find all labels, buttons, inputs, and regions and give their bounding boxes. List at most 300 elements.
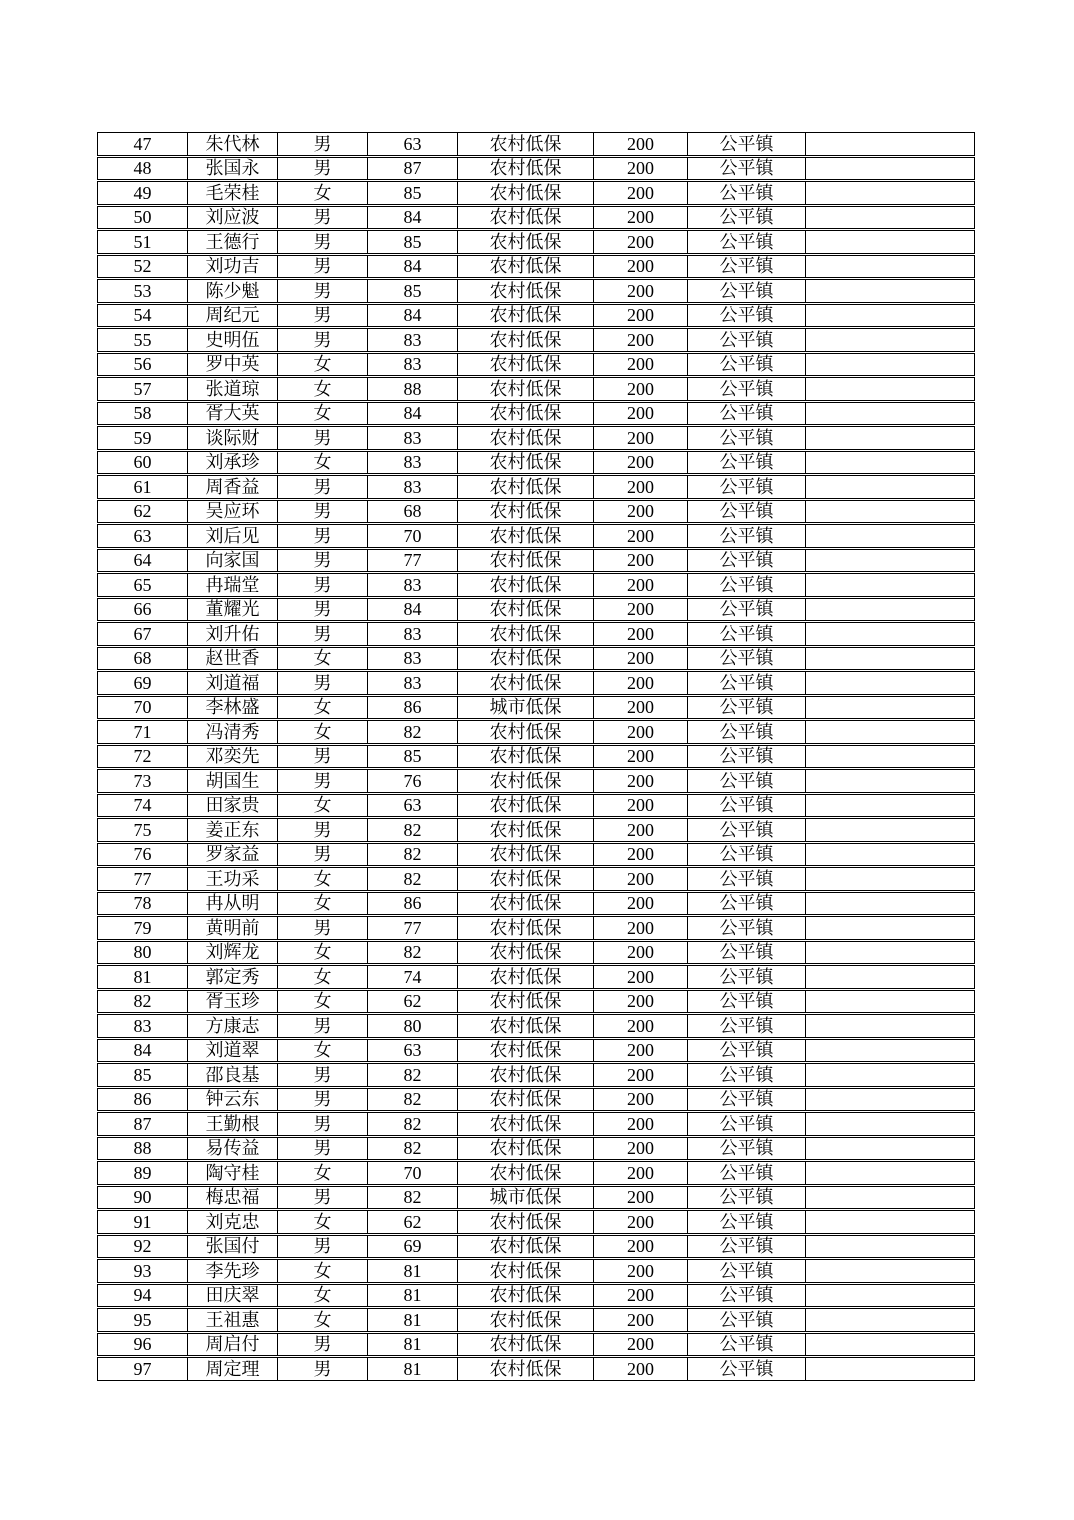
cell-amount: 200 xyxy=(594,819,688,841)
cell-age: 83 xyxy=(368,476,458,498)
cell-gender: 男 xyxy=(278,256,368,278)
cell-category: 农村低保 xyxy=(458,1334,594,1356)
cell-name: 吴应环 xyxy=(188,501,278,523)
cell-name: 冉从明 xyxy=(188,893,278,915)
cell-name: 向家国 xyxy=(188,550,278,572)
cell-gender: 男 xyxy=(278,329,368,351)
cell-town: 公平镇 xyxy=(688,1064,806,1086)
table-row xyxy=(97,941,975,965)
cell-amount: 200 xyxy=(594,942,688,964)
cell-age: 85 xyxy=(368,182,458,204)
cell-note xyxy=(806,1236,974,1258)
cell-note xyxy=(806,648,974,670)
cell-category: 农村低保 xyxy=(458,1064,594,1086)
cell-town: 公平镇 xyxy=(688,256,806,278)
cell-amount: 200 xyxy=(594,1162,688,1184)
cell-town: 公平镇 xyxy=(688,648,806,670)
cell-town: 公平镇 xyxy=(688,403,806,425)
cell-note xyxy=(806,991,974,1013)
cell-amount: 200 xyxy=(594,746,688,768)
cell-row-number: 57 xyxy=(98,378,188,400)
cell-category: 农村低保 xyxy=(458,231,594,253)
cell-town: 公平镇 xyxy=(688,1309,806,1331)
table-row xyxy=(97,1235,975,1259)
cell-note xyxy=(806,1309,974,1331)
table-row xyxy=(97,181,975,205)
cell-category: 农村低保 xyxy=(458,574,594,596)
cell-row-number: 77 xyxy=(98,868,188,890)
cell-category: 农村低保 xyxy=(458,1113,594,1135)
cell-age: 76 xyxy=(368,770,458,792)
cell-row-number: 61 xyxy=(98,476,188,498)
cell-name: 邓奕先 xyxy=(188,746,278,768)
cell-note xyxy=(806,550,974,572)
table-row xyxy=(97,1259,975,1283)
table-row xyxy=(97,230,975,254)
cell-category: 农村低保 xyxy=(458,1089,594,1111)
cell-note xyxy=(806,133,974,155)
cell-category: 农村低保 xyxy=(458,207,594,229)
cell-row-number: 69 xyxy=(98,672,188,694)
cell-name: 刘后见 xyxy=(188,525,278,547)
cell-gender: 男 xyxy=(278,1064,368,1086)
cell-amount: 200 xyxy=(594,329,688,351)
cell-category: 农村低保 xyxy=(458,1309,594,1331)
cell-note xyxy=(806,893,974,915)
cell-name: 谈际财 xyxy=(188,427,278,449)
cell-amount: 200 xyxy=(594,1260,688,1282)
cell-town: 公平镇 xyxy=(688,329,806,351)
cell-amount: 200 xyxy=(594,231,688,253)
cell-name: 王功采 xyxy=(188,868,278,890)
cell-name: 冉瑞堂 xyxy=(188,574,278,596)
cell-note xyxy=(806,1211,974,1233)
cell-name: 梅忠福 xyxy=(188,1187,278,1209)
cell-category: 农村低保 xyxy=(458,280,594,302)
cell-category: 农村低保 xyxy=(458,476,594,498)
cell-name: 周香益 xyxy=(188,476,278,498)
cell-age: 81 xyxy=(368,1358,458,1380)
cell-note xyxy=(806,1285,974,1307)
cell-age: 68 xyxy=(368,501,458,523)
cell-amount: 200 xyxy=(594,1236,688,1258)
cell-amount: 200 xyxy=(594,133,688,155)
table-row xyxy=(97,500,975,524)
cell-gender: 女 xyxy=(278,648,368,670)
cell-row-number: 79 xyxy=(98,917,188,939)
cell-age: 81 xyxy=(368,1309,458,1331)
cell-amount: 200 xyxy=(594,868,688,890)
table-row xyxy=(97,549,975,573)
cell-age: 62 xyxy=(368,991,458,1013)
cell-note xyxy=(806,819,974,841)
cell-gender: 男 xyxy=(278,917,368,939)
table-row xyxy=(97,475,975,499)
cell-town: 公平镇 xyxy=(688,1138,806,1160)
cell-amount: 200 xyxy=(594,207,688,229)
cell-amount: 200 xyxy=(594,672,688,694)
cell-age: 82 xyxy=(368,1064,458,1086)
table-row xyxy=(97,377,975,401)
table-row xyxy=(97,1357,975,1381)
cell-age: 86 xyxy=(368,893,458,915)
cell-category: 农村低保 xyxy=(458,746,594,768)
cell-amount: 200 xyxy=(594,648,688,670)
cell-name: 姜正东 xyxy=(188,819,278,841)
cell-age: 84 xyxy=(368,207,458,229)
cell-row-number: 74 xyxy=(98,795,188,817)
cell-amount: 200 xyxy=(594,795,688,817)
cell-gender: 男 xyxy=(278,1015,368,1037)
cell-age: 70 xyxy=(368,1162,458,1184)
cell-town: 公平镇 xyxy=(688,1162,806,1184)
cell-age: 82 xyxy=(368,721,458,743)
cell-gender: 女 xyxy=(278,182,368,204)
cell-name: 邵良基 xyxy=(188,1064,278,1086)
cell-town: 公平镇 xyxy=(688,280,806,302)
cell-category: 农村低保 xyxy=(458,795,594,817)
cell-row-number: 62 xyxy=(98,501,188,523)
cell-name: 刘应波 xyxy=(188,207,278,229)
cell-amount: 200 xyxy=(594,354,688,376)
cell-town: 公平镇 xyxy=(688,305,806,327)
cell-note xyxy=(806,525,974,547)
cell-gender: 男 xyxy=(278,574,368,596)
cell-town: 公平镇 xyxy=(688,1187,806,1209)
cell-amount: 200 xyxy=(594,623,688,645)
cell-name: 周纪元 xyxy=(188,305,278,327)
cell-age: 82 xyxy=(368,844,458,866)
cell-note xyxy=(806,1358,974,1380)
cell-amount: 200 xyxy=(594,991,688,1013)
cell-name: 田庆翠 xyxy=(188,1285,278,1307)
table-row xyxy=(97,622,975,646)
cell-note xyxy=(806,305,974,327)
cell-note xyxy=(806,917,974,939)
cell-age: 83 xyxy=(368,427,458,449)
cell-gender: 女 xyxy=(278,1285,368,1307)
cell-row-number: 49 xyxy=(98,182,188,204)
cell-age: 87 xyxy=(368,158,458,180)
cell-town: 公平镇 xyxy=(688,819,806,841)
cell-gender: 男 xyxy=(278,525,368,547)
cell-amount: 200 xyxy=(594,305,688,327)
cell-category: 农村低保 xyxy=(458,525,594,547)
cell-amount: 200 xyxy=(594,427,688,449)
cell-town: 公平镇 xyxy=(688,721,806,743)
cell-name: 罗中英 xyxy=(188,354,278,376)
cell-category: 农村低保 xyxy=(458,378,594,400)
cell-note xyxy=(806,746,974,768)
cell-age: 85 xyxy=(368,746,458,768)
cell-age: 81 xyxy=(368,1334,458,1356)
cell-gender: 女 xyxy=(278,893,368,915)
cell-name: 周定理 xyxy=(188,1358,278,1380)
cell-gender: 男 xyxy=(278,599,368,621)
cell-age: 84 xyxy=(368,403,458,425)
cell-name: 陶守桂 xyxy=(188,1162,278,1184)
cell-name: 赵世香 xyxy=(188,648,278,670)
cell-row-number: 81 xyxy=(98,966,188,988)
cell-row-number: 82 xyxy=(98,991,188,1013)
cell-row-number: 97 xyxy=(98,1358,188,1380)
table-row xyxy=(97,1063,975,1087)
cell-note xyxy=(806,158,974,180)
cell-town: 公平镇 xyxy=(688,501,806,523)
cell-note xyxy=(806,1089,974,1111)
cell-category: 农村低保 xyxy=(458,599,594,621)
cell-age: 82 xyxy=(368,819,458,841)
cell-amount: 200 xyxy=(594,1138,688,1160)
cell-town: 公平镇 xyxy=(688,158,806,180)
cell-note xyxy=(806,329,974,351)
cell-category: 农村低保 xyxy=(458,403,594,425)
table-row xyxy=(97,696,975,720)
cell-gender: 女 xyxy=(278,991,368,1013)
cell-name: 王祖惠 xyxy=(188,1309,278,1331)
table-row xyxy=(97,1161,975,1185)
cell-age: 83 xyxy=(368,354,458,376)
cell-gender: 女 xyxy=(278,1162,368,1184)
table-row xyxy=(97,916,975,940)
cell-category: 农村低保 xyxy=(458,819,594,841)
cell-age: 77 xyxy=(368,550,458,572)
cell-note xyxy=(806,354,974,376)
cell-row-number: 70 xyxy=(98,697,188,719)
table-row xyxy=(97,279,975,303)
table-row xyxy=(97,255,975,279)
table-row xyxy=(97,598,975,622)
cell-category: 农村低保 xyxy=(458,501,594,523)
cell-category: 农村低保 xyxy=(458,868,594,890)
cell-gender: 女 xyxy=(278,1040,368,1062)
cell-amount: 200 xyxy=(594,525,688,547)
cell-age: 82 xyxy=(368,1187,458,1209)
cell-row-number: 92 xyxy=(98,1236,188,1258)
cell-age: 83 xyxy=(368,329,458,351)
cell-note xyxy=(806,574,974,596)
cell-gender: 男 xyxy=(278,1236,368,1258)
table-row xyxy=(97,1308,975,1332)
cell-note xyxy=(806,1260,974,1282)
cell-gender: 男 xyxy=(278,133,368,155)
cell-town: 公平镇 xyxy=(688,574,806,596)
cell-category: 农村低保 xyxy=(458,1358,594,1380)
table-row xyxy=(97,892,975,916)
cell-row-number: 59 xyxy=(98,427,188,449)
cell-age: 82 xyxy=(368,1113,458,1135)
cell-row-number: 53 xyxy=(98,280,188,302)
cell-town: 公平镇 xyxy=(688,1236,806,1258)
cell-age: 85 xyxy=(368,280,458,302)
cell-category: 农村低保 xyxy=(458,672,594,694)
cell-amount: 200 xyxy=(594,599,688,621)
cell-row-number: 85 xyxy=(98,1064,188,1086)
cell-row-number: 87 xyxy=(98,1113,188,1135)
cell-age: 82 xyxy=(368,942,458,964)
cell-category: 农村低保 xyxy=(458,893,594,915)
cell-name: 王勤根 xyxy=(188,1113,278,1135)
cell-town: 公平镇 xyxy=(688,133,806,155)
cell-gender: 女 xyxy=(278,452,368,474)
cell-amount: 200 xyxy=(594,280,688,302)
cell-age: 83 xyxy=(368,648,458,670)
table-row xyxy=(97,818,975,842)
cell-age: 83 xyxy=(368,672,458,694)
cell-row-number: 83 xyxy=(98,1015,188,1037)
cell-age: 69 xyxy=(368,1236,458,1258)
cell-row-number: 73 xyxy=(98,770,188,792)
table-row xyxy=(97,1039,975,1063)
cell-row-number: 60 xyxy=(98,452,188,474)
table-row xyxy=(97,1333,975,1357)
cell-amount: 200 xyxy=(594,1040,688,1062)
table-row xyxy=(97,353,975,377)
cell-note xyxy=(806,721,974,743)
cell-amount: 200 xyxy=(594,770,688,792)
cell-row-number: 48 xyxy=(98,158,188,180)
cell-gender: 女 xyxy=(278,1309,368,1331)
cell-town: 公平镇 xyxy=(688,917,806,939)
cell-note xyxy=(806,256,974,278)
cell-age: 63 xyxy=(368,795,458,817)
cell-name: 史明伍 xyxy=(188,329,278,351)
cell-note xyxy=(806,182,974,204)
cell-note xyxy=(806,1015,974,1037)
cell-category: 农村低保 xyxy=(458,770,594,792)
cell-town: 公平镇 xyxy=(688,476,806,498)
cell-amount: 200 xyxy=(594,1064,688,1086)
cell-gender: 女 xyxy=(278,868,368,890)
cell-note xyxy=(806,476,974,498)
cell-gender: 男 xyxy=(278,844,368,866)
cell-town: 公平镇 xyxy=(688,1358,806,1380)
cell-age: 63 xyxy=(368,133,458,155)
cell-name: 刘辉龙 xyxy=(188,942,278,964)
table-row xyxy=(97,1210,975,1234)
cell-town: 公平镇 xyxy=(688,746,806,768)
cell-age: 62 xyxy=(368,1211,458,1233)
table-row xyxy=(97,304,975,328)
cell-amount: 200 xyxy=(594,721,688,743)
cell-row-number: 89 xyxy=(98,1162,188,1184)
cell-gender: 男 xyxy=(278,819,368,841)
cell-gender: 女 xyxy=(278,378,368,400)
cell-amount: 200 xyxy=(594,1285,688,1307)
cell-age: 84 xyxy=(368,305,458,327)
cell-name: 钟云东 xyxy=(188,1089,278,1111)
cell-town: 公平镇 xyxy=(688,770,806,792)
table-row xyxy=(97,745,975,769)
cell-amount: 200 xyxy=(594,1309,688,1331)
cell-town: 公平镇 xyxy=(688,893,806,915)
cell-name: 刘道翠 xyxy=(188,1040,278,1062)
cell-category: 农村低保 xyxy=(458,452,594,474)
cell-name: 刘升佑 xyxy=(188,623,278,645)
cell-note xyxy=(806,207,974,229)
cell-row-number: 66 xyxy=(98,599,188,621)
table-row xyxy=(97,132,975,156)
cell-town: 公平镇 xyxy=(688,991,806,1013)
cell-gender: 男 xyxy=(278,1334,368,1356)
cell-age: 83 xyxy=(368,574,458,596)
cell-town: 公平镇 xyxy=(688,378,806,400)
cell-town: 公平镇 xyxy=(688,1089,806,1111)
cell-name: 王德行 xyxy=(188,231,278,253)
cell-row-number: 52 xyxy=(98,256,188,278)
cell-name: 田家贵 xyxy=(188,795,278,817)
cell-gender: 男 xyxy=(278,427,368,449)
welfare-recipients-table xyxy=(97,132,975,1382)
cell-name: 罗家益 xyxy=(188,844,278,866)
cell-amount: 200 xyxy=(594,378,688,400)
cell-row-number: 58 xyxy=(98,403,188,425)
cell-name: 毛荣桂 xyxy=(188,182,278,204)
cell-town: 公平镇 xyxy=(688,1260,806,1282)
cell-name: 郭定秀 xyxy=(188,966,278,988)
cell-gender: 女 xyxy=(278,697,368,719)
cell-gender: 男 xyxy=(278,231,368,253)
cell-amount: 200 xyxy=(594,256,688,278)
table-row xyxy=(97,524,975,548)
cell-gender: 男 xyxy=(278,1113,368,1135)
cell-gender: 男 xyxy=(278,746,368,768)
cell-amount: 200 xyxy=(594,476,688,498)
cell-gender: 女 xyxy=(278,721,368,743)
cell-note xyxy=(806,378,974,400)
cell-row-number: 54 xyxy=(98,305,188,327)
table-row xyxy=(97,720,975,744)
cell-amount: 200 xyxy=(594,966,688,988)
cell-town: 公平镇 xyxy=(688,795,806,817)
cell-note xyxy=(806,1040,974,1062)
cell-name: 胥大英 xyxy=(188,403,278,425)
cell-amount: 200 xyxy=(594,1015,688,1037)
cell-age: 86 xyxy=(368,697,458,719)
cell-age: 85 xyxy=(368,231,458,253)
cell-amount: 200 xyxy=(594,550,688,572)
cell-category: 农村低保 xyxy=(458,1260,594,1282)
cell-category: 农村低保 xyxy=(458,158,594,180)
cell-gender: 男 xyxy=(278,280,368,302)
cell-name: 刘承珍 xyxy=(188,452,278,474)
cell-age: 82 xyxy=(368,1138,458,1160)
cell-town: 公平镇 xyxy=(688,623,806,645)
cell-town: 公平镇 xyxy=(688,1113,806,1135)
cell-age: 83 xyxy=(368,452,458,474)
cell-row-number: 63 xyxy=(98,525,188,547)
cell-gender: 男 xyxy=(278,501,368,523)
cell-amount: 200 xyxy=(594,1334,688,1356)
cell-row-number: 80 xyxy=(98,942,188,964)
table-row xyxy=(97,451,975,475)
cell-name: 刘道福 xyxy=(188,672,278,694)
cell-note xyxy=(806,599,974,621)
cell-category: 农村低保 xyxy=(458,1236,594,1258)
cell-town: 公平镇 xyxy=(688,672,806,694)
cell-name: 董耀光 xyxy=(188,599,278,621)
cell-town: 公平镇 xyxy=(688,1285,806,1307)
cell-amount: 200 xyxy=(594,403,688,425)
cell-gender: 男 xyxy=(278,623,368,645)
cell-age: 63 xyxy=(368,1040,458,1062)
cell-age: 77 xyxy=(368,917,458,939)
table-row xyxy=(97,769,975,793)
table-body xyxy=(97,132,975,1381)
cell-age: 74 xyxy=(368,966,458,988)
cell-name: 刘克忠 xyxy=(188,1211,278,1233)
cell-age: 81 xyxy=(368,1285,458,1307)
